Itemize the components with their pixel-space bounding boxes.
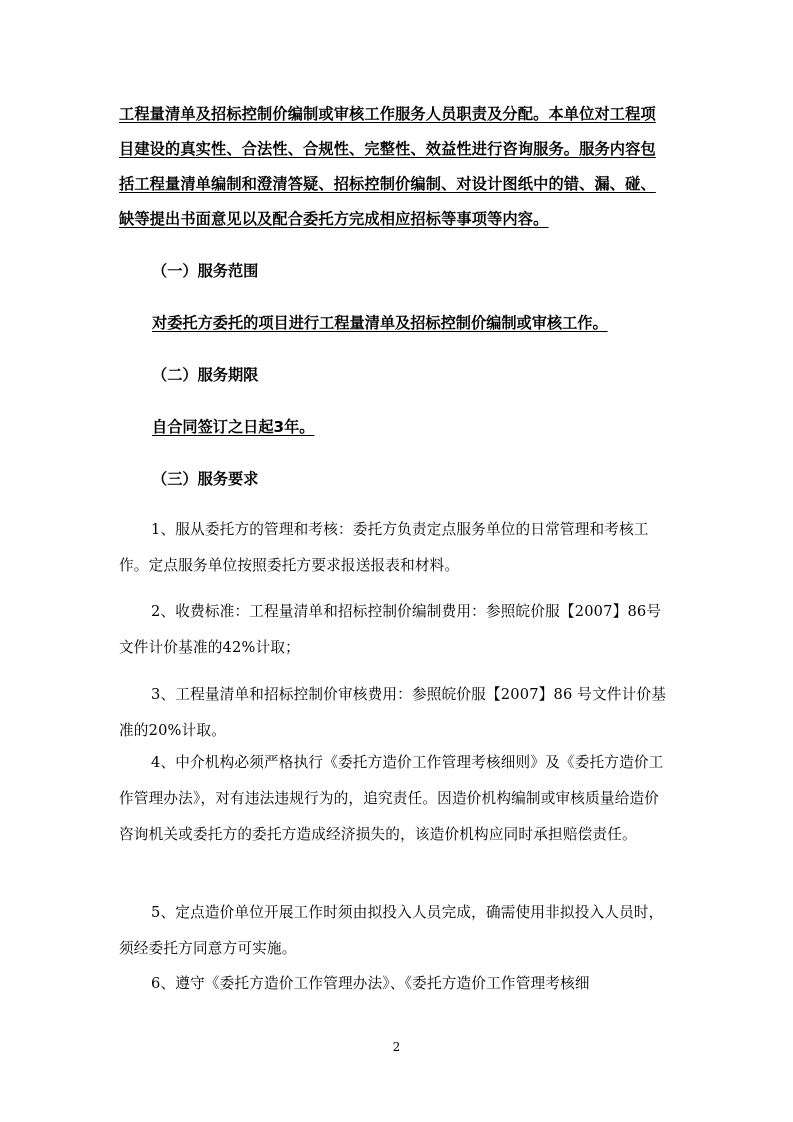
requirement-item-4: 4、中介机构必须严格执行《委托方造价工作管理考核细则》及《委托方造价工作管理办法》，对有违法违规行为的，追究责任。因造价机构编制或审核质量给造价咨询机关或委托方的委托方造成经济损失的，该造价机构应同时承担赔偿责任。 <box>119 754 664 843</box>
requirement-item-1: 1、服从委托方的管理和考核：委托方负责定点服务单位的日常管理和考核工作。定点服务单位按照委托方要求报送报表和材料。 <box>119 521 649 574</box>
requirement-item-2: 2、收费标准：工程量清单和招标控制价编制费用：参照皖价服【2007】86号文件计价基准的42%计取； <box>119 603 662 656</box>
requirement-item-3: 3、工程量清单和招标控制价审核费用：参照皖价服【2007】86 号文件计价基准的20%计取。 <box>119 686 667 739</box>
section-2-body: 自合同签订之日起3年。 <box>152 418 315 436</box>
intro-paragraph <box>119 97 667 237</box>
section-1-body: 对委托方委托的项目进行工程量清单及招标控制价编制或审核工作。 <box>152 314 608 332</box>
requirement-item-5: 5、定点造价单位开展工作时须由拟投入人员完成，确需使用非拟投入人员时，须经委托方同意方可实施。 <box>119 904 664 957</box>
section-3-heading: （三）服务要求 <box>152 470 259 488</box>
section-1-heading: （一）服务范围 <box>152 262 259 280</box>
requirement-item-6: 6、遵守《委托方造价工作管理办法》、《委托方造价工作管理考核细 <box>151 975 590 992</box>
intro-text: 工程量清单及招标控制价编制或审核工作服务人员职责及分配。本单位对工程项目建设的真实性、合法性、合规性、完整性、效益性进行咨询服务。服务内容包括工程量清单编制和澄清答疑、招标控制价编制、对设计图纸中的错、漏、碰、缺等提出书面意见以及配合委托方完成相应招标等事项等内容。 <box>119 105 656 228</box>
section-2-heading: （二）服务期限 <box>152 366 259 384</box>
page-number: 2 <box>392 1040 401 1054</box>
